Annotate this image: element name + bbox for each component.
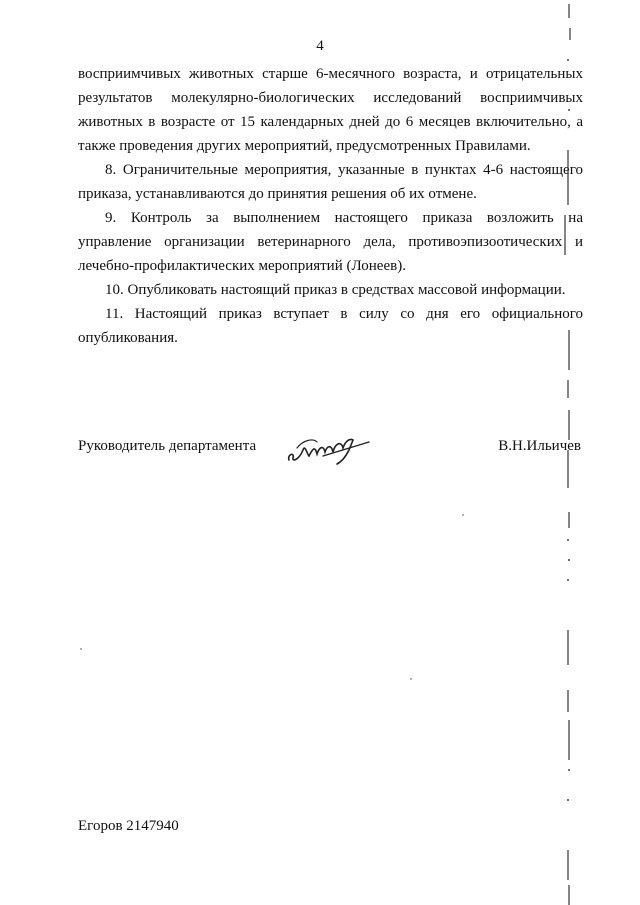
paragraph-continuation: восприимчивых животных старше 6-месячного возраста, и отрицательных результатов молекулярно-биологических исследований восприимчивых животных в возрасте от 15 календарных дней до 6 месяцев включительно, а также проведения других мероприятий, предусмотренных Правилами. — [78, 66, 583, 154]
paragraph-11: 11. Настоящий приказ вступает в силу со дня его официального опубликования. — [78, 306, 583, 346]
scan-speck — [462, 514, 464, 516]
executor-note: Егоров 2147940 — [78, 818, 179, 834]
scan-edge-marks — [560, 0, 580, 905]
signatory-name: В.Н.Ильичев — [498, 438, 581, 454]
scan-speck — [410, 678, 412, 680]
paragraph-9: 9. Контроль за выполнением настоящего приказа возложить на управление организации ветеринарного дела, противоэпизоотических и лечебно-профилактических мероприятий (Лонеев). — [78, 210, 583, 274]
signatory-title: Руководитель департамента — [78, 438, 257, 454]
scan-speck — [80, 648, 82, 650]
paragraph-8: 8. Ограничительные мероприятия, указанные в пунктах 4-6 настоящего приказа, устанавливаются до принятия решения об их отмене. — [78, 162, 583, 202]
signature-block — [78, 430, 583, 470]
page-number: 4 — [316, 38, 324, 54]
paragraph-10: 10. Опубликовать настоящий приказ в средствах массовой информации. — [105, 282, 566, 298]
document-body — [78, 62, 583, 350]
handwritten-signature — [283, 430, 373, 466]
